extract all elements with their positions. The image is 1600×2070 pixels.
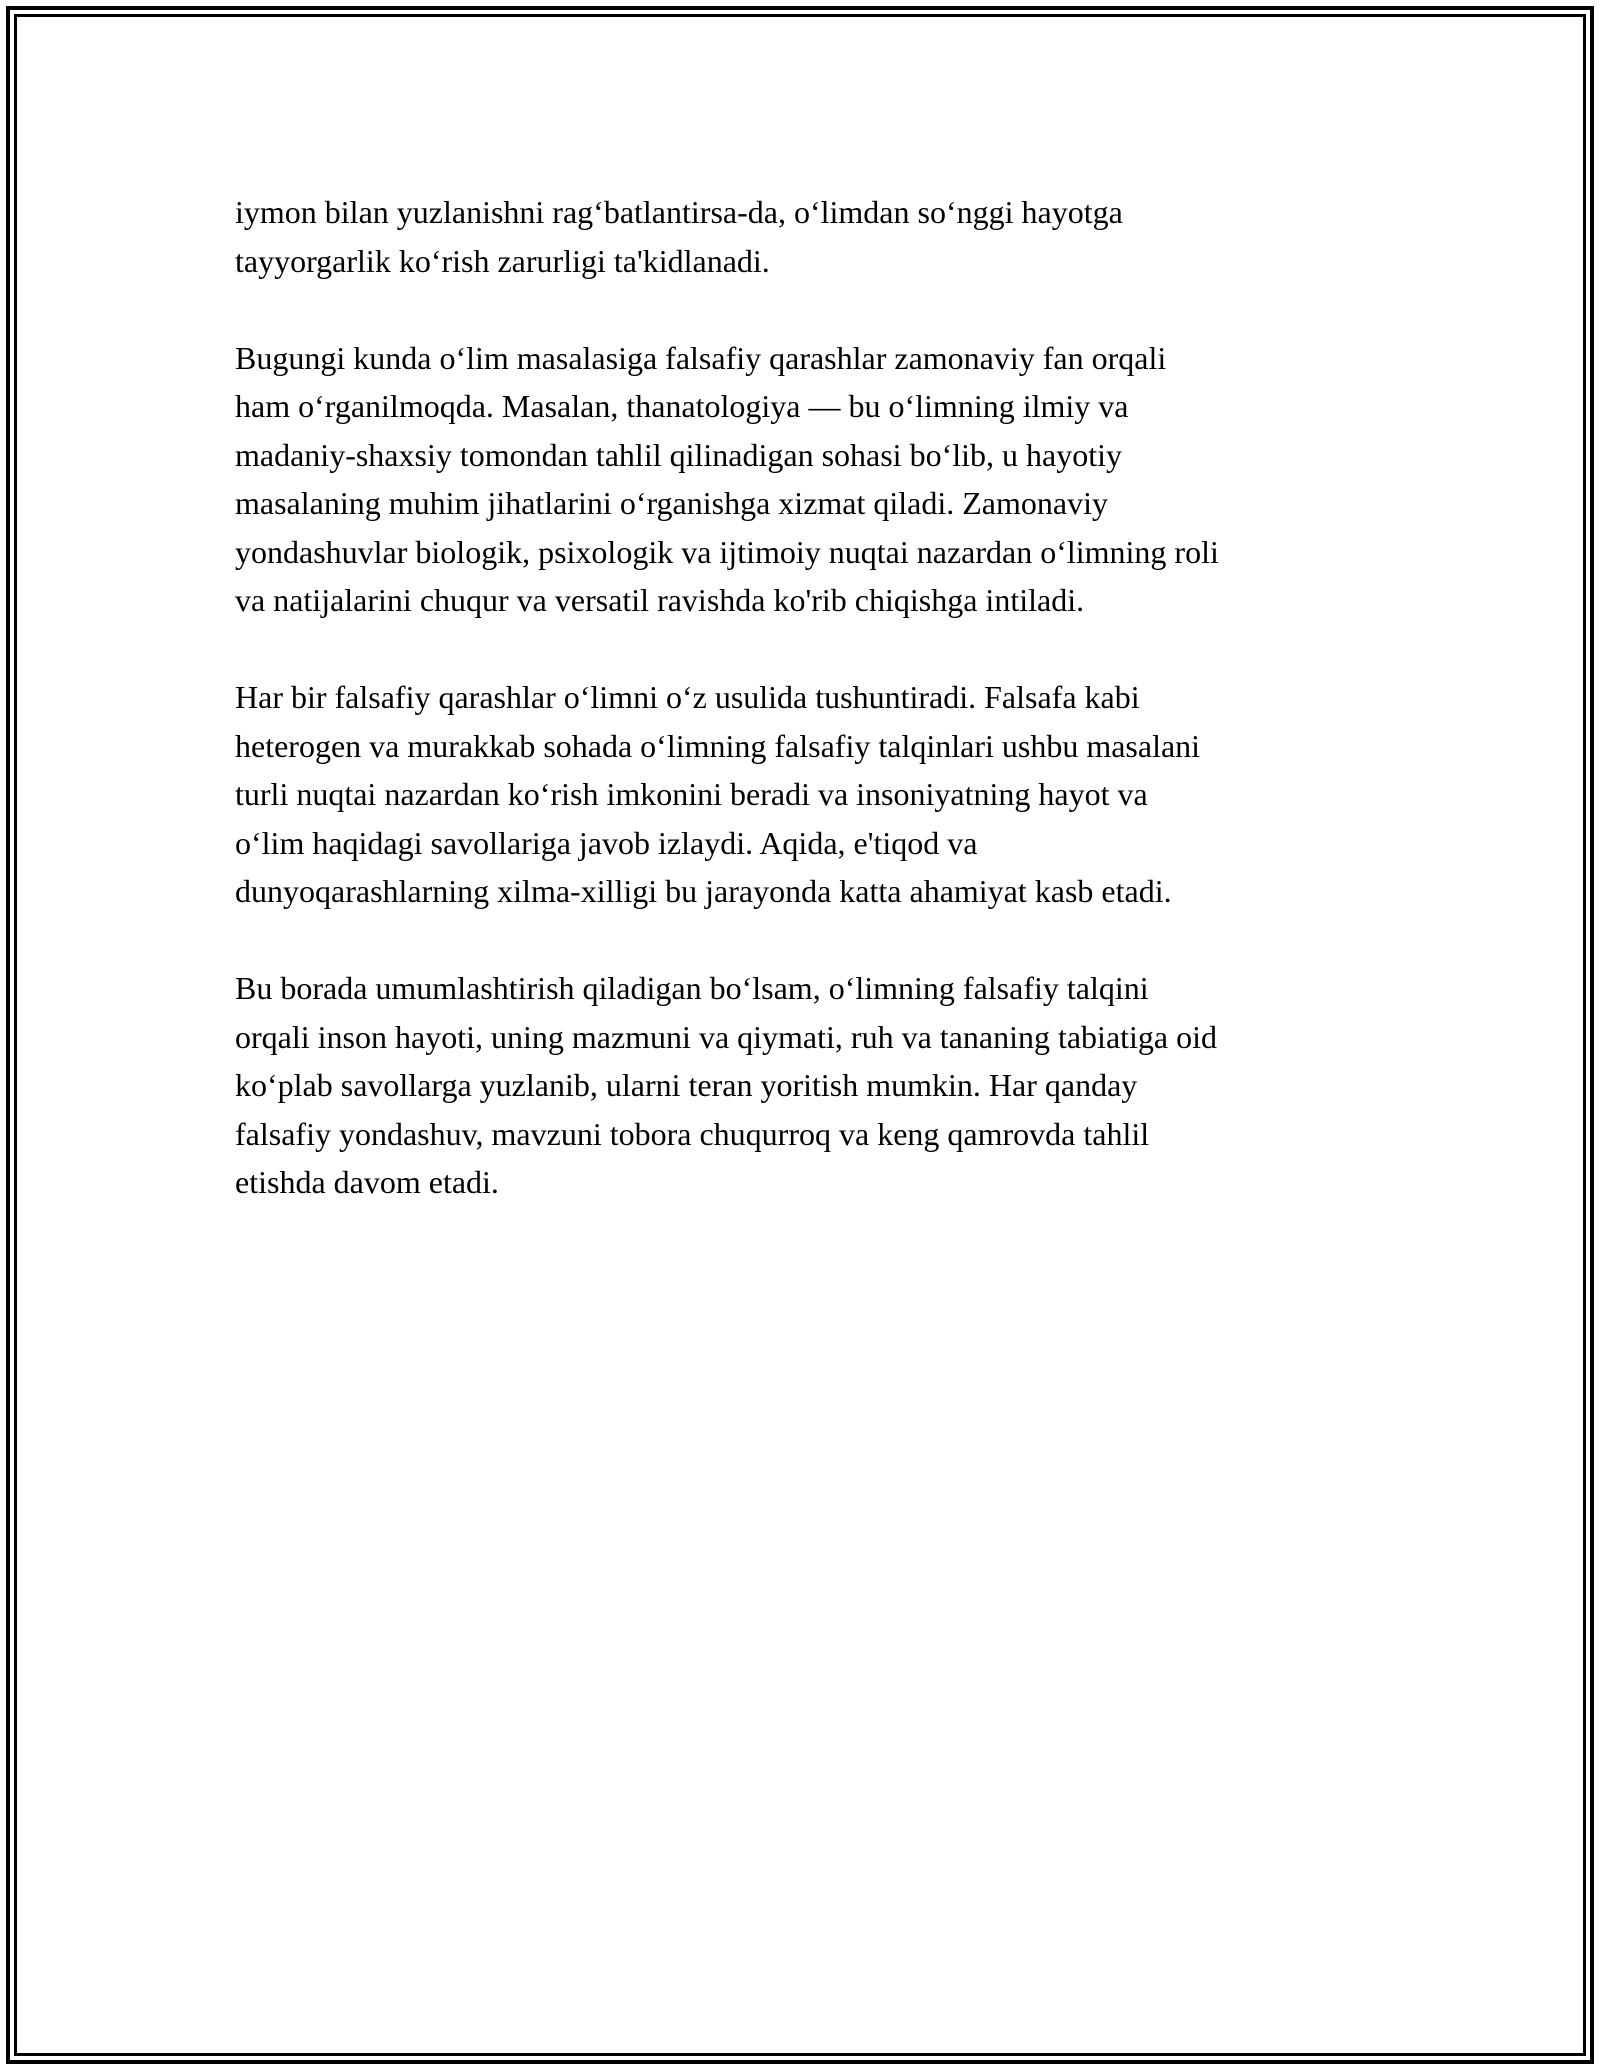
paragraph-1: iymon bilan yuzlanishni rag‘batlantirsa-da, o‘limdan so‘nggi hayotga tayyorgarlik ko‘rish zarurligi ta'kidlanadi. [235, 194, 1123, 279]
paragraph-3: Har bir falsafiy qarashlar o‘limni o‘z usulida tushuntiradi. Falsafa kabi heterogen va murakkab sohada o‘limning falsafiy talqinlari ushbu masalani turli nuqtai nazardan ko‘rish imkonini beradi va insoniyatning hayot va o‘lim haqidagi savollariga javob izlaydi. Aqida, e'tiqod va dunyoqarashlarning xilma-xilligi bu jarayonda katta ahamiyat kasb etadi. [235, 679, 1201, 909]
paragraph-2: Bugungi kunda o‘lim masalasiga falsafiy qarashlar zamonaviy fan orqali ham o‘rganilmoqda. Masalan, thanatologiya — bu o‘limning ilmiy va madaniy-shaxsiy tomondan tahlil qilinadigan sohasi bo‘lib, u hayotiy masalaning muhim jihatlarini o‘rganishga xizmat qiladi. Zamonaviy yondashuvlar biologik, psixologik va ijtimoiy nuqtai nazardan o‘limning roli va natijalarini chuqur va versatil ravishda ko'rib chiqishga intiladi. [235, 339, 1219, 618]
document-body [235, 188, 1385, 1255]
paragraph-4: Bu borada umumlashtirish qiladigan bo‘lsam, o‘limning falsafiy talqini orqali inson hayoti, uning mazmuni va qiymati, ruh va tananing tabiatiga oid ko‘plab savollarga yuzlanib, ularni teran yoritish mumkin. Har qanday falsafiy yondashuv, mavzuni tobora chuqurroq va keng qamrovda tahlil etishda davom etadi. [235, 970, 1218, 1200]
